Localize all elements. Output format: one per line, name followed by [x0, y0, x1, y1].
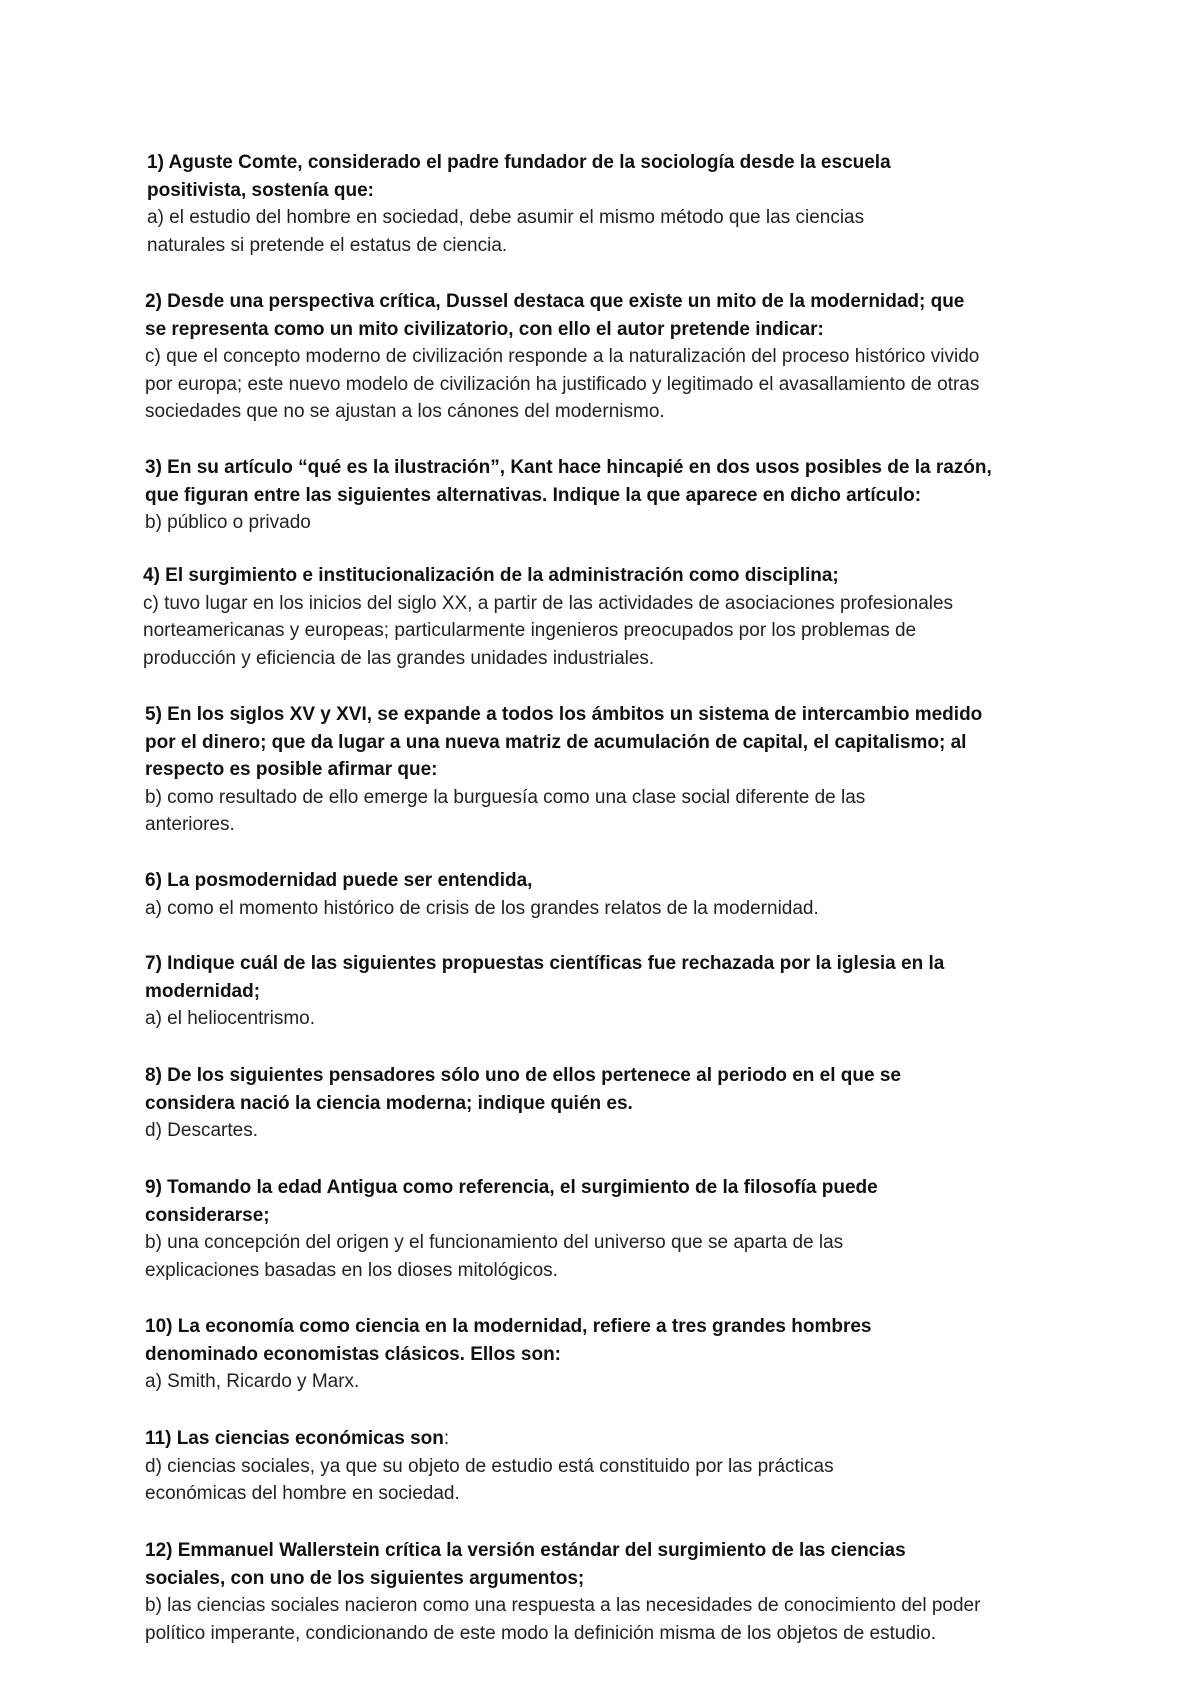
question-text: considerarse; [145, 1204, 270, 1226]
answer-text: producción y eficiencia de las grandes unidades industriales. [143, 647, 655, 669]
question-9 [145, 1174, 878, 1284]
question-text: denominado economistas clásicos. Ellos son: [145, 1343, 561, 1365]
answer-text: por europa; este nuevo modelo de civilización ha justificado y legitimado el avasallamiento de otras [145, 373, 980, 395]
question-suffix: : [443, 1428, 450, 1449]
question-text: sociales, con uno de los siguientes argumentos; [145, 1567, 585, 1589]
question-text: 3) En su artículo “qué es la ilustración”, Kant hace hincapié en dos usos posibles de la razón, [145, 457, 992, 478]
question-text: 5) En los siglos XV y XVI, se expande a todos los ámbitos un sistema de intercambio medido [145, 704, 983, 725]
question-text: 6) La posmodernidad puede ser entendida, [145, 870, 533, 891]
question-text: 10) La economía como ciencia en la modernidad, refiere a tres grandes hombres [145, 1316, 872, 1337]
question-7 [145, 950, 944, 1033]
question-5 [145, 701, 982, 839]
question-text: 12) Emmanuel Wallerstein crítica la versión estándar del surgimiento de las ciencias [145, 1540, 906, 1561]
answer-text: c) tuvo lugar en los inicios del siglo XX, a partir de las actividades de asociaciones profesionales [143, 592, 954, 614]
question-text: considera nació la ciencia moderna; indique quién es. [145, 1092, 633, 1114]
answer-text: a) el heliocentrismo. [145, 1008, 316, 1029]
answer-text: político imperante, condicionando de este modo la definición misma de los objetos de estudio. [145, 1622, 937, 1644]
answer-text: económicas del hombre en sociedad. [145, 1483, 460, 1504]
question-text: modernidad; [145, 980, 261, 1002]
question-text: 4) El surgimiento e institucionalización de la administración como disciplina; [143, 565, 839, 586]
answer-text: naturales si pretende el estatus de ciencia. [147, 234, 508, 256]
answer-text: d) Descartes. [145, 1120, 258, 1141]
answer-text: b) público o privado [145, 512, 311, 533]
answer-text: sociedades que no se ajustan a los cánones del modernismo. [145, 401, 665, 422]
question-10 [145, 1313, 871, 1396]
answer-text: norteamericanas y europeas; particularmente ingenieros preocupados por los problemas de [143, 620, 917, 641]
question-text: 9) Tomando la edad Antigua como referencia, el surgimiento de la filosofía puede [145, 1177, 878, 1198]
question-11 [145, 1425, 834, 1508]
answer-text: d) ciencias sociales, ya que su objeto de estudio está constituido por las prácticas [145, 1455, 834, 1477]
question-text: 11) Las ciencias económicas son [145, 1428, 444, 1449]
question-4 [143, 562, 953, 672]
question-1 [147, 149, 891, 259]
question-text: 8) De los siguientes pensadores sólo uno de ellos pertenece al periodo en el que se [145, 1065, 901, 1086]
answer-text: c) que el concepto moderno de civilización responde a la naturalización del proceso histórico vivido [145, 346, 980, 367]
answer-text: a) Smith, Ricardo y Marx. [145, 1371, 360, 1392]
question-2 [145, 288, 979, 426]
question-line [145, 1425, 834, 1453]
question-text: que figuran entre las siguientes alternativas. Indique la que aparece en dicho artículo: [145, 484, 922, 506]
question-3 [145, 454, 992, 537]
answer-text: a) el estudio del hombre en sociedad, debe asumir el mismo método que las ciencias [147, 207, 865, 228]
answer-text: anteriores. [145, 814, 235, 835]
question-6 [145, 867, 819, 922]
question-8 [145, 1062, 901, 1145]
question-text: 2) Desde una perspectiva crítica, Dussel destaca que existe un mito de la modernidad; que [145, 291, 965, 312]
answer-text: explicaciones basadas en los dioses mitológicos. [145, 1259, 558, 1281]
question-text: se representa como un mito civilizatorio, con ello el autor pretende indicar: [145, 318, 824, 340]
question-text: respecto es posible afirmar que: [145, 759, 438, 780]
answer-text: b) como resultado de ello emerge la burguesía como una clase social diferente de las [145, 786, 866, 808]
question-text: por el dinero; que da lugar a una nueva matriz de acumulación de capital, el capitalismo; al [145, 731, 967, 753]
question-text: 7) Indique cuál de las siguientes propuestas científicas fue rechazada por la iglesia en la [145, 953, 945, 974]
answer-text: b) una concepción del origen y el funcionamiento del universo que se aparta de las [145, 1232, 844, 1253]
answer-text: a) como el momento histórico de crisis de los grandes relatos de la modernidad. [145, 897, 819, 919]
answer-text: b) las ciencias sociales nacieron como una respuesta a las necesidades de conocimiento del poder [145, 1595, 981, 1616]
question-text: 1) Aguste Comte, considerado el padre fundador de la sociología desde la escuela [147, 152, 891, 173]
question-text: positivista, sostenía que: [147, 179, 374, 201]
question-12 [145, 1537, 980, 1647]
